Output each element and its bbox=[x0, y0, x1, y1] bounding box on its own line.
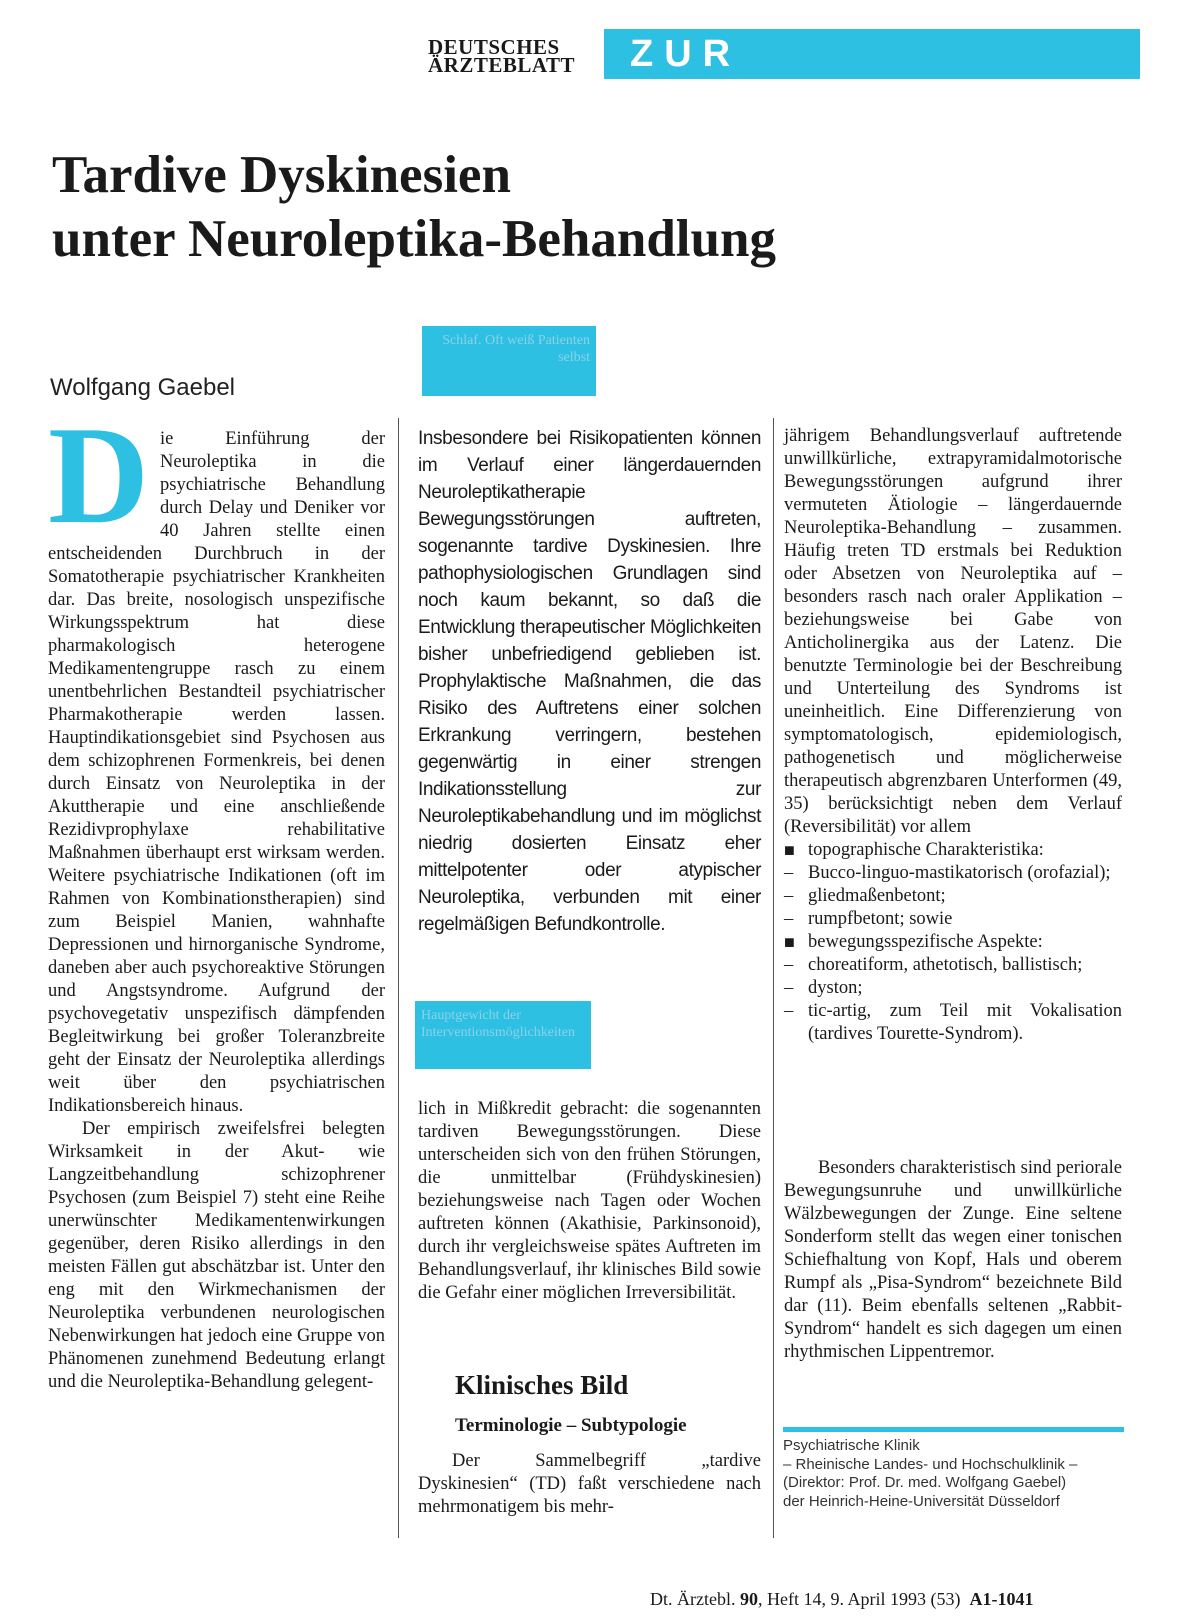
list-item: – tic-artig, zum Teil mit Vokalisation (tardives Tourette-Syndrom). bbox=[784, 1000, 1122, 1046]
affiliation-line: – Rheinische Landes- und Hochschulklinik – bbox=[783, 1455, 1078, 1473]
title-line-1: Tardive Dyskinesien bbox=[52, 146, 511, 204]
body-paragraph bbox=[48, 398, 385, 1118]
section-heading: Klinisches Bild bbox=[455, 1370, 629, 1400]
affiliation-line: der Heinrich-Heine-Universität Düsseldorf bbox=[783, 1492, 1060, 1510]
article-lead: Insbesondere bei Risikopatienten können im Verlauf einer längerdauernden Neuroleptikatherapie Bewegungsstörungen auftreten, sogenannte tardive Dyskinesien. Ihre pathophysiologischen Grundlagen sind noch kaum bekannt, so daß die Entwicklung therapeutischer Möglichkeiten bisher unbefriedigend geblieben ist. Prophylaktische Maßnahmen, die das Risiko des Auftretens einer solchen Erkrankung verringern, bestehen gegenwärtig in einer strengen Indikationsstellung zur Neuroleptikabehandlung und im möglichst niedrig dosierten Einsatz eher mittelpotenter oder atypischer Neuroleptika, verbunden mit einer regelmäßigen Befundkontrolle. bbox=[418, 428, 761, 935]
journal-volume: 90 bbox=[739, 1589, 758, 1609]
affiliation-line: Psychiatrische Klinik bbox=[783, 1437, 920, 1454]
issue-date: , Heft 14, 9. April 1993 (53) bbox=[757, 1589, 961, 1609]
masthead-line-2: ÄRZTEBLATT bbox=[428, 53, 575, 77]
article-title bbox=[52, 143, 1052, 271]
masthead-line-1: DEUTSCHES bbox=[428, 35, 560, 59]
affiliation-divider bbox=[783, 1427, 1124, 1432]
journal-name: Dt. Ärztebl. bbox=[650, 1589, 736, 1609]
body-paragraph: jährigem Behandlungsverlauf auftretende unwillkürliche, extrapyramidalmotorische Bewegungsstörungen aufgrund ihrer vermuteten Ätiologie – längerdauernde Neuroleptika-Behandlung – zusammen. Häufig treten TD erstmals bei Reduktion oder Absetzen von Neuroleptika auf – besonders rasch nach oraler Applikation – beziehungsweise bei Gabe von Anticholinergika aus der Latenz. Die benutzte Terminologie bei der Beschreibung und Unterteilung des Syndroms ist uneinheitlich. Eine Differenzierung von symptomatologisch, epidemiologisch, pathogenetisch und möglicherweise therapeutisch abgrenzbaren Unterformen (49, 35) berücksichtigt neben dem Verlauf (Reversibilität) vor allem bbox=[784, 426, 1122, 837]
column-rule bbox=[773, 418, 774, 1538]
column-3-paragraph bbox=[784, 1157, 1122, 1364]
pull-quote-box: Schlaf. Oft weiß Patienten selbst bbox=[422, 326, 596, 396]
list-item: – gliedmaßenbetont; bbox=[784, 885, 1122, 908]
list-heading-item: ■ topographische Charakteristika: bbox=[784, 839, 1122, 862]
column-2-body bbox=[418, 1098, 761, 1305]
list-item: – dyston; bbox=[784, 977, 1122, 1000]
body-paragraph: Besonders charakteristisch sind periorale Bewegungsunruhe und unwillkürliche Wälzbewegungen der Zunge. Eine seltene Sonderform stellt das wegen einer tonischen Schiefhaltung von Kopf, Hals und oberem Rumpf als „Pisa-Syndrom“ bezeichnete Bild dar (11). Beim ebenfalls seltenen „Rabbit-Syndrom“ handelt es sich dagegen um einen rhythmischen Lippentremor. bbox=[784, 1158, 1122, 1362]
body-paragraph: Der empirisch zweifelsfrei belegten Wirksamkeit in der Akut- wie Langzeitbehandlung schizophrener Psychosen (zum Beispiel 7) steht eine Reihe unerwünschter Medikamentenwirkungen gegenüber, deren Risiko allerdings in den meisten Fällen gut abschätzbar ist. Unter den eng mit den Wirkmechanismen der Neuroleptika verbundenen neurologischen Nebenwirkungen hat jedoch eine Gruppe von Phänomenen zunehmend Bedeutung erlangt und die Neuroleptika-Behandlung gelegent- bbox=[48, 1119, 385, 1392]
masthead bbox=[428, 35, 598, 77]
affiliation-line: (Direktor: Prof. Dr. med. Wolfgang Gaebel) bbox=[783, 1474, 1067, 1491]
body-paragraph: lich in Mißkredit gebracht: die sogenannten tardiven Bewegungsstörungen. Diese unterscheiden sich von den frühen Störungen, die unmittelbar (Frühdyskinesien) beziehungsweise nach Tagen oder Wochen auftreten können (Akathisie, Parkinsonoid), durch ihr vergleichsweise spätes Auftreten im Behandlungsverlauf, ihr klinisches Bild sowie die Gefahr einer möglichen Irreversibilität. bbox=[418, 1099, 761, 1303]
affiliation-box bbox=[783, 1437, 1143, 1511]
section-banner: ZUR FORTBILDUNG bbox=[604, 29, 1140, 79]
paragraph-text: ie Einführung der Neuroleptika in die psychiatrische Behandlung durch Delay und Deniker vor 40 Jahren stellte einen entscheidenden Durchbruch in der Somatotherapie psychiatrischer Krankheiten dar. Das breite, nosologisch unspezifische Wirkungsspektrum hat diese pharmakologisch heterogene Medikamentengruppe rasch zu einem unentbehrlichen Bestandteil psychiatrischer Pharmakotherapie werden lassen. Hauptindikationsgebiet sind Psychosen aus dem schizophrenen Formenkreis, bei denen durch Einsatz von Neuroleptika in der Akuttherapie und eine anschließende Rezidivprophylaxe rehabilitative Maßnahmen überhaupt erst wirksam werden. Weitere psychiatrische Indikationen (oft im Rahmen von Kombinationstherapien) sind zum Beispiel Manien, wahnhafte Depressionen und hirnorganische Syndrome, daneben aber auch psychoreaktive Störungen und Angstsyndrome. Aufgrund der psychovegetativ unspezifisch dämpfenden Begleitwirkung bei großer Toleranzbreite geht der Einsatz der Neuroleptika allerdings weit über den psychiatrischen Indikationsbereich hinaus. bbox=[48, 429, 385, 1116]
author-name: Wolfgang Gaebel bbox=[50, 374, 236, 401]
subsection-heading: Terminologie – Subtypologie bbox=[455, 1415, 687, 1436]
pull-quote-box: Hauptgewicht der Interventionsmöglichkeiten bbox=[415, 1001, 591, 1069]
body-paragraph: Der Sammelbegriff „tardive Dyskinesien“ (TD) faßt verschiedene nach mehrmonatigem bis mehr- bbox=[418, 1451, 761, 1517]
column-1 bbox=[48, 398, 385, 1394]
column-2-final bbox=[418, 1450, 761, 1519]
column-3 bbox=[784, 425, 1122, 1046]
title-line-2: unter Neuroleptika-Behandlung bbox=[52, 210, 776, 268]
list-item: – Bucco-linguo-mastikatorisch (orofazial); bbox=[784, 862, 1122, 885]
characteristics-list bbox=[784, 839, 1122, 1046]
list-item: – rumpfbetont; sowie bbox=[784, 908, 1122, 931]
drop-cap: D bbox=[48, 428, 152, 528]
column-rule bbox=[398, 418, 399, 1538]
page-footer bbox=[650, 1589, 1033, 1610]
page-number: A1-1041 bbox=[969, 1589, 1034, 1609]
list-item: – choreatiform, athetotisch, ballistisch; bbox=[784, 954, 1122, 977]
list-heading-item: ■ bewegungsspezifische Aspekte: bbox=[784, 931, 1122, 954]
